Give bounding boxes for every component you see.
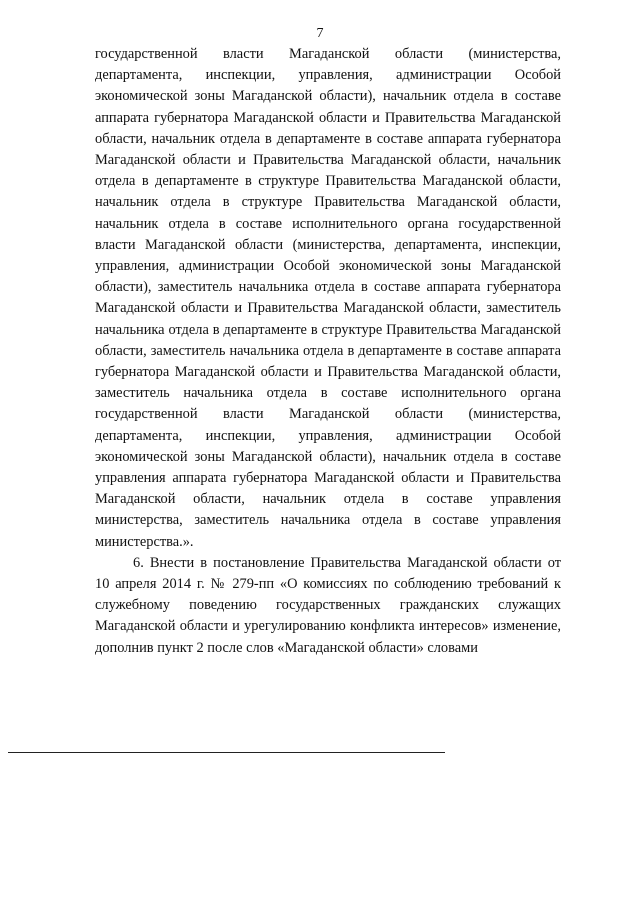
- page-number: 7: [316, 26, 324, 41]
- paragraph-item-6: 6. Внести в постановление Правительства Магаданской области от 10 апреля 2014 г. № 279-пп «О комиссиях по соблюдению требований к служебному поведению государственных гражданских служащих Магаданской области и урегулированию конфликта интересов» изменение, дополнив пункт 2 после слов «Магаданской области» словами: [95, 554, 561, 656]
- footer-divider: [8, 752, 445, 753]
- paragraph-continuation: государственной власти Магаданской области (министерства, департамента, инспекции, управления, администрации Особой экономической зоны Магаданской области), начальник отдела в составе аппарата губернатора Магаданской области и Правительства Магаданской области, начальник отдела в департаменте в составе аппарата губернатора Магаданской области и Правительства Магаданской области, начальник отдела в департаменте в структуре Правительства Магаданской области, начальник отдела в структуре Правительства Магаданской области, начальник отдела в составе исполнительного органа государственной власти Магаданской области (министерства, департамента, инспекции, управления, администрации Особой экономической зоны Магаданской области), заместитель начальника отдела в составе аппарата губернатора Магаданской области и Правительства Магаданской области, заместитель начальника отдела в департаменте в структуре Правительства Магаданской области, заместитель начальника отдела в департаменте в составе аппарата губернатора Магаданской области и Правительства Магаданской области, заместитель начальника отдела в составе исполнительного органа государственной власти Магаданской области (министерства, департамента, инспекции, управления, администрации Особой экономической зоны Магаданской области), начальник отдела в составе управления аппарата губернатора Магаданской области и Правительства Магаданской области, начальник отдела в составе управления министерства, заместитель начальника отдела в составе управления министерства.».: [95, 46, 561, 550]
- document-body: [95, 44, 561, 659]
